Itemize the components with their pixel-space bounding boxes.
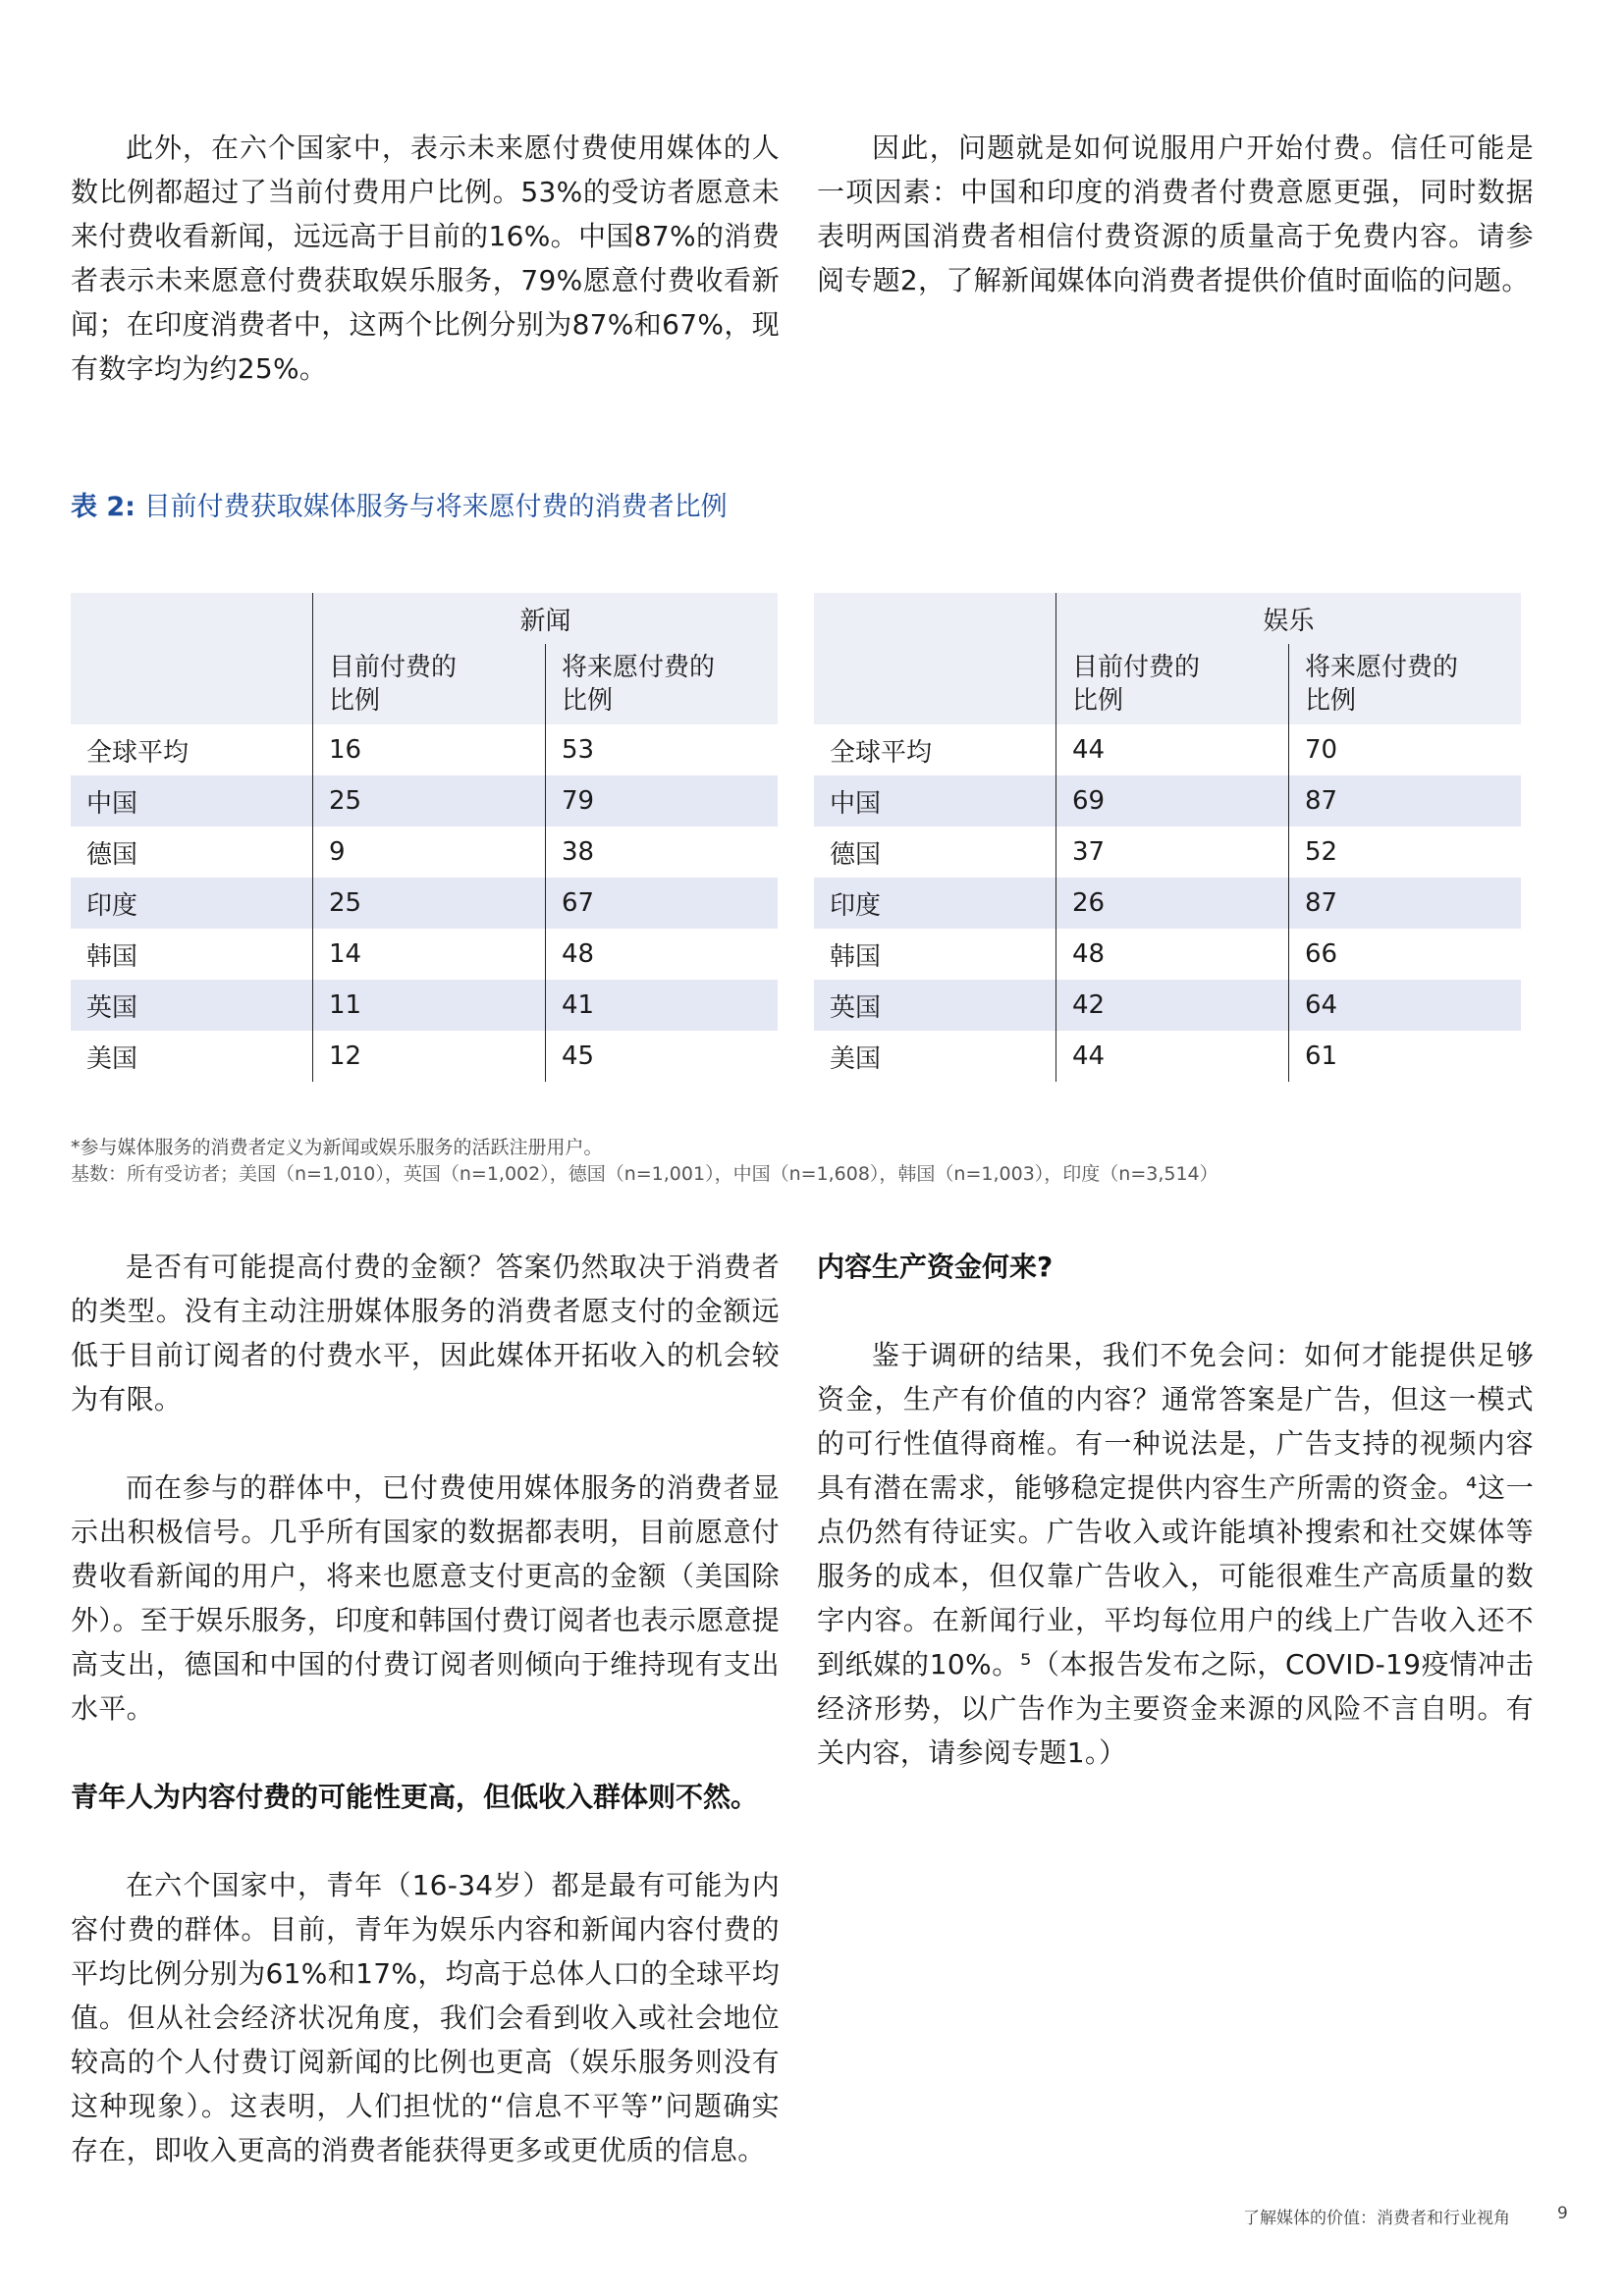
- current-value-cell: 42: [1056, 980, 1289, 1031]
- current-value-cell: 44: [1056, 1031, 1289, 1082]
- news-table-subheader-row: [71, 644, 778, 724]
- table-row: [814, 929, 1521, 980]
- page-number: 9: [1557, 2204, 1568, 2223]
- future-value-cell: 52: [1289, 827, 1522, 878]
- table-row: [814, 1031, 1521, 1082]
- country-cell: 韩国: [814, 929, 1056, 980]
- country-cell: 英国: [814, 980, 1056, 1031]
- future-value-cell: 53: [546, 724, 779, 775]
- entertainment-group-header: 娱乐: [1056, 593, 1522, 644]
- current-value-cell: 25: [313, 878, 546, 929]
- current-value-cell: 11: [313, 980, 546, 1031]
- country-cell: 英国: [71, 980, 313, 1031]
- body-left-column: [71, 1245, 780, 2172]
- entertainment-table-subheader-row: [814, 644, 1521, 724]
- base-note: 基数：所有受访者；美国（n=1,010），英国（n=1,002），德国（n=1,001），中国（n=1,608），韩国（n=1,003），印度（n=3,514）: [71, 1163, 1218, 1185]
- current-value-cell: 69: [1056, 775, 1289, 827]
- definition-note: *参与媒体服务的消费者定义为新闻或娱乐服务的活跃注册用户。: [71, 1137, 603, 1158]
- future-value-cell: 48: [546, 929, 779, 980]
- future-value-cell: 70: [1289, 724, 1522, 775]
- future-value-cell: 67: [546, 878, 779, 929]
- table-row: [71, 827, 778, 878]
- news-table-corner-sub: [71, 644, 313, 724]
- future-value-cell: 41: [546, 980, 779, 1031]
- future-value-cell: 64: [1289, 980, 1522, 1031]
- body-left-paragraph-2: 而在参与的群体中，已付费使用媒体服务的消费者显示出积极信号。几乎所有国家的数据都表明，目前愿意付费收看新闻的用户，将来也愿意支付更高的金额（美国除外）。至于娱乐服务，印度和韩国付费订阅者也表示愿意提高支出，德国和中国的付费订阅者则倾向于维持现有支出水平。: [71, 1471, 780, 1725]
- country-cell: 印度: [71, 878, 313, 929]
- entertainment-col-current-header: 目前付费的 比例: [1056, 644, 1289, 724]
- table-title-text: 目前付费获取媒体服务与将来愿付费的消费者比例: [143, 492, 728, 522]
- entertainment-table-corner-sub: [814, 644, 1056, 724]
- entertainment-col-future-header: 将来愿付费的 比例: [1289, 644, 1522, 724]
- country-cell: 美国: [814, 1031, 1056, 1082]
- table-row: [71, 878, 778, 929]
- table-row: [814, 775, 1521, 827]
- country-cell: 全球平均: [71, 724, 313, 775]
- table-row: [71, 775, 778, 827]
- country-cell: 印度: [814, 878, 1056, 929]
- current-value-cell: 14: [313, 929, 546, 980]
- table-row: [814, 878, 1521, 929]
- future-value-cell: 87: [1289, 878, 1522, 929]
- entertainment-table-group-row: [814, 593, 1521, 644]
- body-left-paragraph-1: 是否有可能提高付费的金额？答案仍然取决于消费者的类型。没有主动注册媒体服务的消费者愿支付的金额远低于目前订阅者的付费水平，因此媒体开拓收入的机会较为有限。: [71, 1251, 780, 1415]
- table-notes: [71, 1135, 1218, 1188]
- news-col-current-header: 目前付费的 比例: [313, 644, 546, 724]
- news-table-group-row: [71, 593, 778, 644]
- country-cell: 德国: [71, 827, 313, 878]
- intro-left-paragraph: 此外，在六个国家中，表示未来愿付费使用媒体的人数比例都超过了当前付费用户比例。53%的受访者愿意未来付费收看新闻，远远高于目前的16%。中国87%的消费者表示未来愿意付费获取娱乐服务，79%愿意付费收看新闻；在印度消费者中，这两个比例分别为87%和67%，现有数字均为约25%。: [71, 132, 780, 385]
- future-value-cell: 66: [1289, 929, 1522, 980]
- future-value-cell: 87: [1289, 775, 1522, 827]
- funding-section-heading: 内容生产资金何来?: [817, 1251, 1054, 1283]
- country-cell: 韩国: [71, 929, 313, 980]
- table-row: [814, 980, 1521, 1031]
- current-value-cell: 16: [313, 724, 546, 775]
- country-cell: 美国: [71, 1031, 313, 1082]
- intro-right-column: [817, 126, 1534, 302]
- current-value-cell: 26: [1056, 878, 1289, 929]
- table-row: [71, 980, 778, 1031]
- table-row: [71, 929, 778, 980]
- current-value-cell: 12: [313, 1031, 546, 1082]
- country-cell: 全球平均: [814, 724, 1056, 775]
- table-title: [71, 485, 728, 523]
- table-row: [71, 1031, 778, 1082]
- table-row: [814, 724, 1521, 775]
- body-left-paragraph-3: 在六个国家中，青年（16-34岁）都是最有可能为内容付费的群体。目前，青年为娱乐内容和新闻内容付费的平均比例分别为61%和17%，均高于总体人口的全球平均值。但从社会经济状况角度，我们会看到收入或社会地位较高的个人付费订阅新闻的比例也更高（娱乐服务则没有这种现象）。这表明，人们担忧的“信息不平等”问题确实存在，即收入更高的消费者能获得更多或更优质的信息。: [71, 1869, 780, 2166]
- current-value-cell: 48: [1056, 929, 1289, 980]
- footer-title: 了解媒体的价值：消费者和行业视角: [1243, 2209, 1510, 2228]
- current-value-cell: 9: [313, 827, 546, 878]
- future-value-cell: 79: [546, 775, 779, 827]
- table-row: [814, 827, 1521, 878]
- future-value-cell: 38: [546, 827, 779, 878]
- current-value-cell: 44: [1056, 724, 1289, 775]
- news-group-header: 新闻: [313, 593, 779, 644]
- entertainment-table-corner: [814, 593, 1056, 644]
- country-cell: 德国: [814, 827, 1056, 878]
- news-table-corner: [71, 593, 313, 644]
- current-value-cell: 37: [1056, 827, 1289, 878]
- youth-section-heading: 青年人为内容付费的可能性更高，但低收入群体则不然。: [71, 1781, 759, 1813]
- body-right-paragraph: 鉴于调研的结果，我们不免会问：如何才能提供足够资金，生产有价值的内容？通常答案是广告，但这一模式的可行性值得商榷。有一种说法是，广告支持的视频内容具有潜在需求，能够稳定提供内容生产所需的资金。⁴这一点仍然有待证实。广告收入或许能填补搜索和社交媒体等服务的成本，但仅靠广告收入，可能很难生产高质量的数字内容。在新闻行业，平均每位用户的线上广告收入还不到纸媒的10%。⁵（本报告发布之际，COVID-19疫情冲击经济形势，以广告作为主要资金来源的风险不言自明。有关内容，请参阅专题1。）: [817, 1339, 1534, 1769]
- future-value-cell: 45: [546, 1031, 779, 1082]
- current-value-cell: 25: [313, 775, 546, 827]
- country-cell: 中国: [814, 775, 1056, 827]
- body-right-column: [817, 1245, 1534, 1775]
- country-cell: 中国: [71, 775, 313, 827]
- news-col-future-header: 将来愿付费的 比例: [546, 644, 779, 724]
- table-title-label: 表 2:: [71, 492, 135, 522]
- future-value-cell: 61: [1289, 1031, 1522, 1082]
- intro-left-column: [71, 126, 780, 391]
- entertainment-table: [814, 593, 1521, 1082]
- intro-right-paragraph: 因此，问题就是如何说服用户开始付费。信任可能是一项因素：中国和印度的消费者付费意愿更强，同时数据表明两国消费者相信付费资源的质量高于免费内容。请参阅专题2，了解新闻媒体向消费者提供价值时面临的问题。: [817, 132, 1534, 296]
- news-table: [71, 593, 778, 1082]
- table-row: [71, 724, 778, 775]
